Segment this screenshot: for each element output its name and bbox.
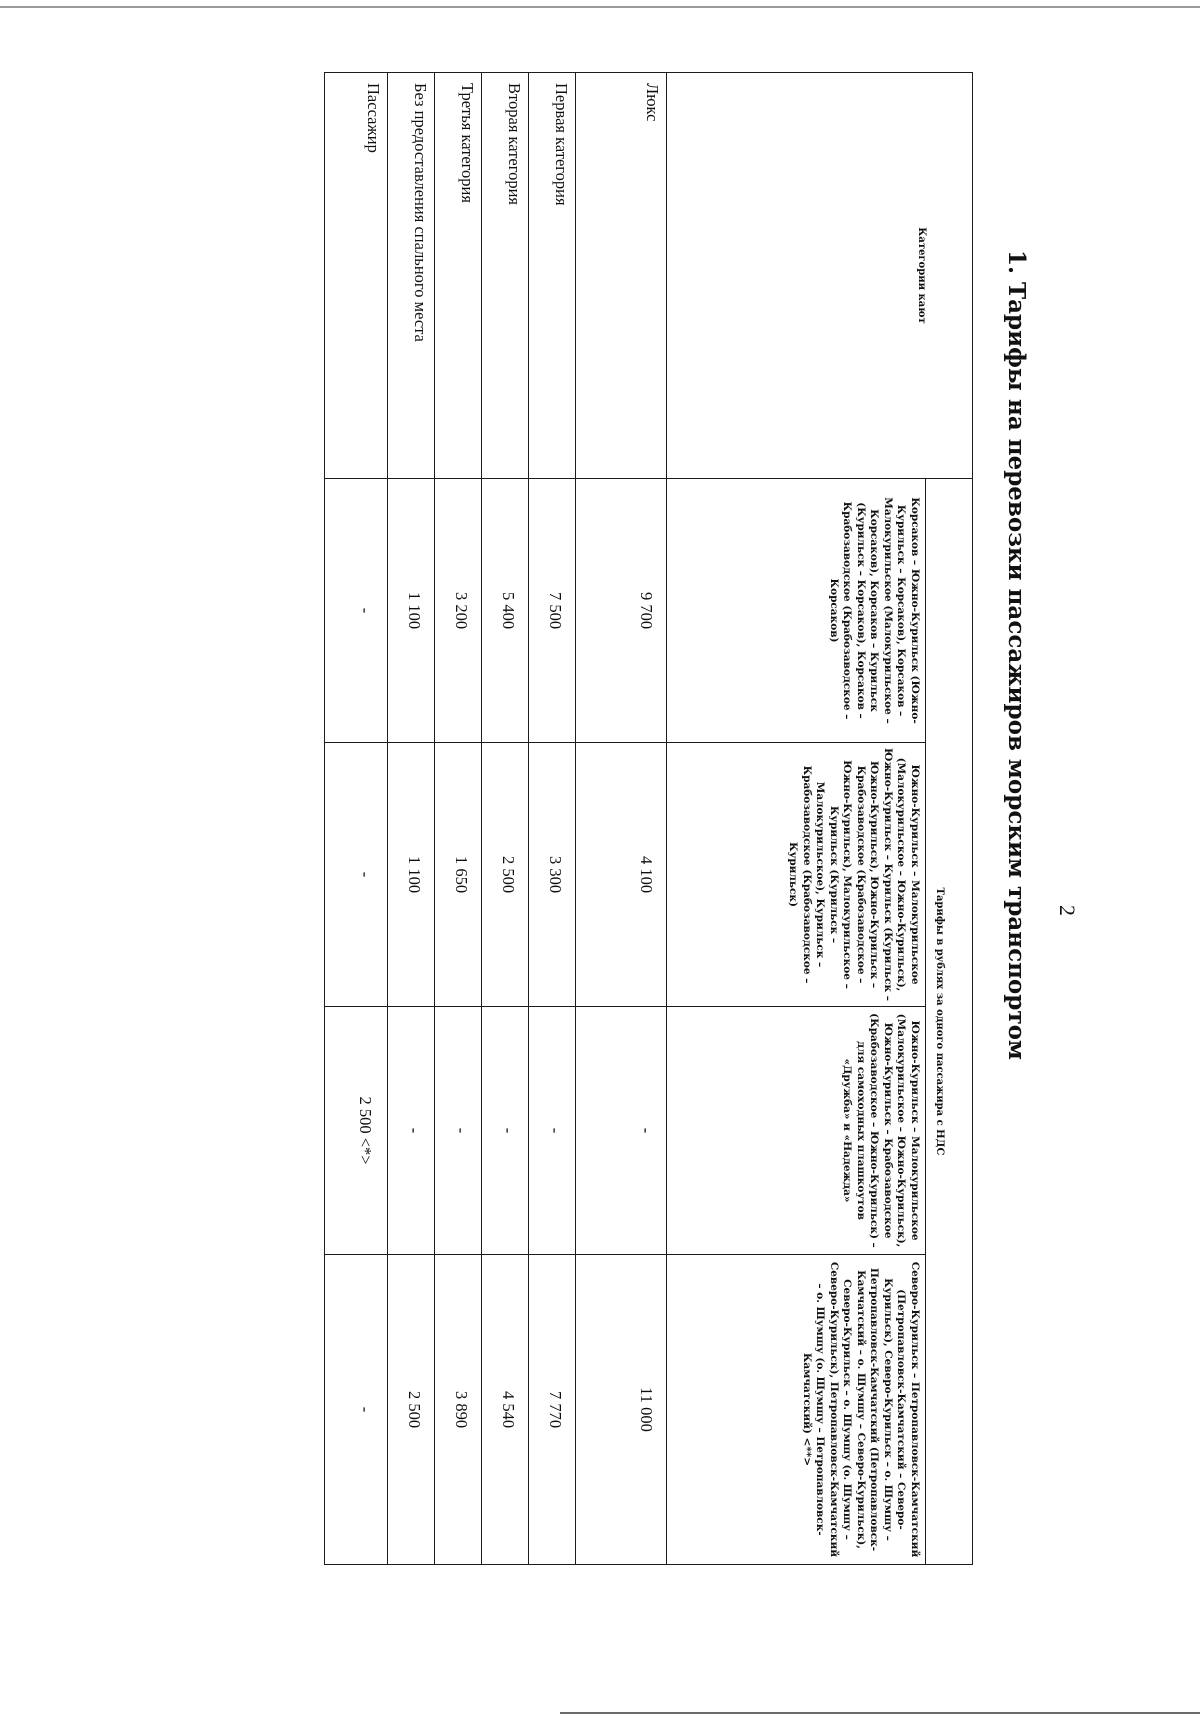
tariff-cell: 2 500 <*> xyxy=(325,1007,388,1255)
tariff-cell: 3 300 xyxy=(529,743,576,1007)
tariff-cell: - xyxy=(325,479,388,743)
tariff-cell: 1 650 xyxy=(435,743,482,1007)
tariff-cell: - xyxy=(325,743,388,1007)
table-header-row xyxy=(926,73,973,1565)
page-number: 2 xyxy=(1055,905,1080,916)
table-row xyxy=(529,73,576,1565)
tariff-cell: 7 770 xyxy=(529,1255,576,1565)
tariff-cell: 1 100 xyxy=(388,743,435,1007)
route-header-yuzhno-kurilsk: Южно-Курильск – Малокурильское (Малокурильское – Южно-Курильск), Южно-Курильск – Курильск (Курильск – Южно-Курильск), Южно-Курильск – Крабозаводское (Крабозаводское – Южно-Курильск), Малокурильское – Курильск (Курильск – Малокурильское), Курильск – Крабозаводское (Крабозаводское – Курильск) xyxy=(667,743,926,1007)
tariff-cell: 7 500 xyxy=(529,479,576,743)
tariff-cell: - xyxy=(576,1007,667,1255)
tariff-cell: 5 400 xyxy=(482,479,529,743)
row-category-label: Первая категория xyxy=(529,73,576,479)
row-category-label: Вторая категория xyxy=(482,73,529,479)
table-row xyxy=(325,73,388,1565)
category-header: Категории кают xyxy=(667,73,973,479)
table-row xyxy=(388,73,435,1565)
tariff-cell: - xyxy=(482,1007,529,1255)
route-header-korsakov: Корсаков – Южно-Курильск (Южно-Курильск – Корсаков), Корсаков – Малокурильское (Малокурильское – Корсаков), Корсаков – Курильск (Курильск – Корсаков), Корсаков – Крабозаводское (Крабозаводское – Корсаков) xyxy=(667,479,926,743)
tariff-cell: 2 500 xyxy=(388,1255,435,1565)
tariff-cell: - xyxy=(388,1007,435,1255)
tariff-cell: 1 100 xyxy=(388,479,435,743)
tariff-cell: 4 540 xyxy=(482,1255,529,1565)
tariff-cell: 4 100 xyxy=(576,743,667,1007)
tariff-group-header: Тарифы в рублях за одного пассажира с НДС xyxy=(926,479,973,1565)
table-row xyxy=(435,73,482,1565)
tariff-cell: 9 700 xyxy=(576,479,667,743)
table-row xyxy=(576,73,667,1565)
tariff-cell: 3 200 xyxy=(435,479,482,743)
row-category-label: Третья категория xyxy=(435,73,482,479)
tariff-cell: 3 890 xyxy=(435,1255,482,1565)
tariff-cell: 2 500 xyxy=(482,743,529,1007)
row-category-label: Без предоставления спального места xyxy=(388,73,435,479)
route-header-severo-kurilsk: Северо-Курильск – Петропавловск-Камчатский (Петропавловск-Камчатский – Северо-Курильск), Северо-Курильск – о. Шумшу – Петропавловск-Камчатский (Петропавловск-Камчатский – о. Шумшу – Северо-Курильск), Северо-Курильск – о. Шумшу (о. Шумшу – Северо-Курильск), Петропавловск-Камчатский – о. Шумшу (о. Шумшу – Петропавловск-Камчатский) <**> xyxy=(667,1255,926,1565)
document-title: 1. Тарифы на перевозки пассажиров морским транспортом xyxy=(1003,250,1030,1060)
tariff-table xyxy=(324,72,973,1565)
tariff-cell: 11 000 xyxy=(576,1255,667,1565)
route-header-self-propelled-barges: Южно-Курильск – Малокурильское (Малокурильское – Южно-Курильск), Южно-Курильск – Крабозаводское (Крабозаводское – Южно-Курильск) – для самоходных плашкоутов «Дружба» и «Надежда» xyxy=(667,1007,926,1255)
row-category-label: Люкс xyxy=(576,73,667,479)
tariff-cell: - xyxy=(435,1007,482,1255)
row-category-label: Пассажир xyxy=(325,73,388,479)
tariff-cell: - xyxy=(325,1255,388,1565)
table-row xyxy=(482,73,529,1565)
tariff-cell: - xyxy=(529,1007,576,1255)
